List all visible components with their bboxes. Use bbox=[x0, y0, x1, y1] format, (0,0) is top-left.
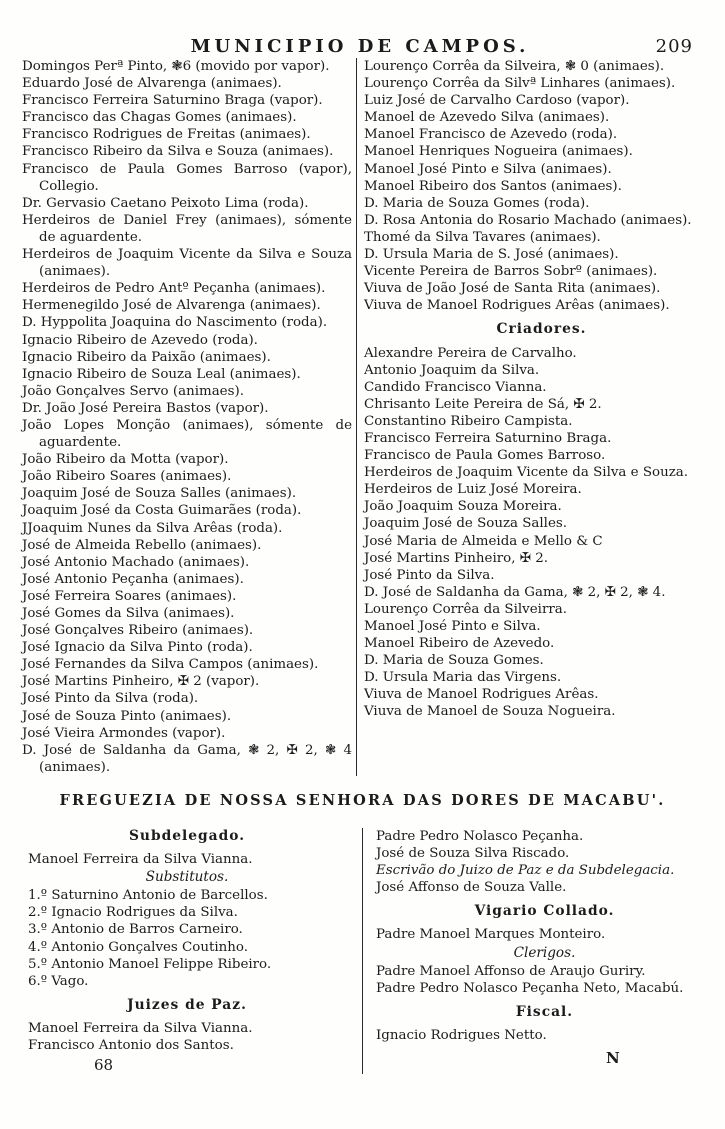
page-title: MUNICIPIO DE CAMPOS. bbox=[190, 36, 530, 57]
mills-right-column bbox=[357, 58, 719, 776]
list-item: Viuva de Manoel Rodrigues Arêas (animaes). bbox=[364, 298, 670, 314]
list-item: João Gonçalves Servo (animaes). bbox=[22, 383, 244, 399]
list-item: D. Maria de Souza Gomes. bbox=[364, 653, 544, 669]
list-item: Herdeiros de Daniel Frey (animaes), sómente de aguardente. bbox=[22, 212, 352, 245]
substitutos-list bbox=[22, 887, 352, 990]
list-item: Dr. João José Pereira Bastos (vapor). bbox=[22, 400, 269, 416]
freguezia-left-column bbox=[22, 828, 352, 1074]
list-item: Francisco de Paula Gomes Barroso (vapor), Collegio. bbox=[22, 161, 352, 194]
list-item: Thomé da Silva Tavares (animaes). bbox=[364, 229, 601, 245]
list-item: Francisco Antonio dos Santos. bbox=[28, 1038, 234, 1054]
substitutos-header: Substitutos. bbox=[145, 869, 229, 886]
freguezia-right-column bbox=[363, 828, 719, 1074]
list-item: Alexandre Pereira de Carvalho. bbox=[364, 345, 577, 361]
list-item: D. Ursula Maria das Virgens. bbox=[364, 670, 562, 686]
list-item: Francisco Ferreira Saturnino Braga (vapor). bbox=[22, 93, 323, 109]
list-item: Padre Pedro Nolasco Peçanha. bbox=[376, 829, 584, 844]
list-item: José Ferreira Soares (animaes). bbox=[22, 588, 237, 604]
vigario-list bbox=[370, 926, 719, 943]
fiscal-header: Fiscal. bbox=[515, 1003, 574, 1020]
list-item: José Antonio Machado (animaes). bbox=[22, 554, 250, 570]
page-number: 209 bbox=[655, 36, 693, 57]
freguezia-header: FREGUEZIA DE NOSSA SENHORA DAS DORES DE MACABU'. bbox=[59, 792, 666, 809]
vigario-header: Vigario Collado. bbox=[474, 903, 615, 920]
list-item: José Pinto da Silva. bbox=[364, 567, 495, 583]
list-item: Padre Manoel Affonso de Araujo Guriry. bbox=[376, 963, 646, 979]
list-item: Constantino Ribeiro Campista. bbox=[364, 413, 573, 429]
criadores-list bbox=[364, 345, 719, 721]
list-item: D. Rosa Antonia do Rosario Machado (animaes). bbox=[364, 212, 692, 228]
list-item: Lourenço Corrêa da Silvª Linhares (animaes). bbox=[364, 76, 676, 92]
list-item: Ignacio Ribeiro da Paixão (animaes). bbox=[22, 349, 271, 365]
signature-mark: 68 bbox=[94, 1056, 114, 1075]
list-item: Manoel Ferreira da Silva Vianna. bbox=[28, 852, 253, 868]
list-item: Manoel Ribeiro de Azevedo. bbox=[364, 636, 555, 652]
list-item: José Gomes da Silva (animaes). bbox=[22, 606, 235, 621]
list-item: Herdeiros de Luiz José Moreira. bbox=[364, 482, 582, 498]
list-item: 4.º Antonio Gonçalves Coutinho. bbox=[28, 939, 248, 955]
list-item: Joaquim José de Souza Salles. bbox=[364, 516, 568, 532]
list-item: Lourenço Corrêa da Silveira, ❃ 0 (animaes). bbox=[364, 59, 665, 74]
list-item: Francisco das Chagas Gomes (animaes). bbox=[22, 110, 297, 126]
list-item: Francisco Ribeiro da Silva e Souza (animaes). bbox=[22, 144, 334, 160]
list-item: Herdeiros de Joaquim Vicente da Silva e Souza (animaes). bbox=[22, 247, 352, 280]
list-item: Hermenegildo José de Alvarenga (animaes). bbox=[22, 298, 321, 314]
list-item: Vicente Pereira de Barros Sobrº (animaes). bbox=[364, 264, 658, 280]
list-item: José Ignacio da Silva Pinto (roda). bbox=[22, 640, 253, 656]
list-item: José Antonio Peçanha (animaes). bbox=[22, 571, 244, 587]
list-item: José Maria de Almeida e Mello & C bbox=[364, 533, 603, 549]
list-item: D. José de Saldanha da Gama, ❃ 2, ✠ 2, ❃ 4. bbox=[364, 584, 666, 600]
list-item: Antonio Joaquim da Silva. bbox=[364, 362, 540, 378]
criadores-header: Criadores. bbox=[496, 321, 587, 338]
list-item: Manoel Ribeiro dos Santos (animaes). bbox=[364, 178, 622, 194]
list-item: Ignacio Ribeiro de Souza Leal (animaes). bbox=[22, 366, 301, 382]
escrivao-list bbox=[370, 879, 719, 896]
list-item: Manoel José Pinto e Silva. bbox=[364, 619, 541, 634]
fiscal-list bbox=[370, 1027, 719, 1044]
list-item: Francisco Ferreira Saturnino Braga. bbox=[364, 430, 612, 446]
list-item: 5.º Antonio Manoel Felippe Ribeiro. bbox=[28, 956, 272, 972]
list-item: Ignacio Ribeiro de Azevedo (roda). bbox=[22, 332, 258, 348]
list-item: José Fernandes da Silva Campos (animaes). bbox=[22, 657, 319, 673]
list-item: Ignacio Rodrigues Netto. bbox=[376, 1027, 547, 1043]
list-item: JJoaquim Nunes da Silva Arêas (roda). bbox=[22, 520, 283, 536]
list-item: Manoel José Pinto e Silva (animaes). bbox=[364, 161, 612, 177]
list-item: José Martins Pinheiro, ✠ 2. bbox=[364, 550, 548, 566]
list-item: D. José de Saldanha da Gama, ❃ 2, ✠ 2, ❃ 4 (animaes). bbox=[22, 742, 352, 775]
mills-left-column bbox=[22, 58, 352, 776]
list-item: Viuva de João José de Santa Rita (animaes). bbox=[364, 281, 661, 297]
list-item: Joaquim José da Costa Guimarães (roda). bbox=[22, 503, 302, 519]
mills-section bbox=[22, 58, 719, 776]
clerigos-list bbox=[370, 963, 719, 997]
list-item: Viuva de Manoel de Souza Nogueira. bbox=[364, 704, 616, 720]
catchword: N bbox=[606, 1049, 620, 1068]
list-item: D. Hyppolita Joaquina do Nascimento (roda). bbox=[22, 315, 328, 331]
list-item: D. Maria de Souza Gomes (roda). bbox=[364, 195, 590, 211]
list-item: Manoel Francisco de Azevedo (roda). bbox=[364, 127, 618, 143]
list-item: João Joaquim Souza Moreira. bbox=[364, 499, 562, 515]
list-item: Herdeiros de Pedro Antº Peçanha (animaes). bbox=[22, 281, 326, 297]
list-item: José Gonçalves Ribeiro (animaes). bbox=[22, 623, 254, 639]
list-item: Domingos Perª Pinto, ❃6 (movido por vapor). bbox=[22, 59, 330, 74]
subdelegado-header: Subdelegado. bbox=[128, 828, 246, 844]
list-item: Padre Pedro Nolasco Peçanha Neto, Macabú. bbox=[376, 980, 684, 996]
list-item: 1.º Saturnino Antonio de Barcellos. bbox=[28, 888, 268, 904]
list-item: Francisco Rodrigues de Freitas (animaes). bbox=[22, 127, 311, 143]
freguezia-section bbox=[22, 828, 719, 1074]
list-item: Padre Manoel Marques Monteiro. bbox=[376, 927, 606, 943]
list-item: Herdeiros de Joaquim Vicente da Silva e Souza. bbox=[364, 465, 688, 481]
list-item: Manoel Henriques Nogueira (animaes). bbox=[364, 144, 633, 160]
list-item: 2.º Ignacio Rodrigues da Silva. bbox=[28, 905, 238, 921]
juizes-list bbox=[22, 1020, 352, 1054]
list-item: Viuva de Manoel Rodrigues Arêas. bbox=[364, 687, 599, 703]
list-item: Chrisanto Leite Pereira de Sá, ✠ 2. bbox=[364, 396, 602, 412]
list-item: Eduardo José de Alvarenga (animaes). bbox=[22, 76, 282, 92]
list-item: Manoel de Azevedo Silva (animaes). bbox=[364, 110, 610, 126]
list-item: Candido Francisco Vianna. bbox=[364, 379, 547, 395]
list-item: 3.º Antonio de Barros Carneiro. bbox=[28, 922, 243, 938]
list-item: João Ribeiro Soares (animaes). bbox=[22, 469, 232, 485]
list-item: Francisco de Paula Gomes Barroso. bbox=[364, 448, 606, 464]
list-item: Joaquim José de Souza Salles (animaes). bbox=[22, 486, 297, 502]
list-item: José Martins Pinheiro, ✠ 2 (vapor). bbox=[22, 674, 260, 690]
clergy-top-list bbox=[370, 828, 719, 862]
juizes-header: Juizes de Paz. bbox=[127, 996, 247, 1013]
subdelegado-list bbox=[22, 851, 352, 868]
list-item: José Pinto da Silva (roda). bbox=[22, 691, 199, 707]
list-item: José Affonso de Souza Valle. bbox=[376, 880, 567, 896]
list-item: João Lopes Monção (animaes), sómente de aguardente. bbox=[22, 417, 352, 451]
escrivao-header: Escrivão do Juizo de Paz e da Subdelegacia. bbox=[376, 863, 675, 879]
list-item: D. Ursula Maria de S. José (animaes). bbox=[364, 247, 619, 263]
list-item: Luiz José de Carvalho Cardoso (vapor). bbox=[364, 93, 630, 109]
list-item: Dr. Gervasio Caetano Peixoto Lima (roda). bbox=[22, 195, 309, 211]
list-item: José Vieira Armondes (vapor). bbox=[22, 725, 226, 741]
list-item: José de Souza Silva Riscado. bbox=[376, 846, 570, 862]
list-item: José de Almeida Rebello (animaes). bbox=[22, 537, 262, 553]
list-item: João Ribeiro da Motta (vapor). bbox=[22, 452, 229, 468]
list-item: Lourenço Corrêa da Silveirra. bbox=[364, 601, 567, 617]
list-item: 6.º Vago. bbox=[28, 973, 89, 989]
list-item: Manoel Ferreira da Silva Vianna. bbox=[28, 1020, 253, 1036]
list-item: José de Souza Pinto (animaes). bbox=[22, 708, 232, 724]
clerigos-header: Clerigos. bbox=[513, 944, 576, 961]
mills-right-list bbox=[364, 58, 719, 314]
